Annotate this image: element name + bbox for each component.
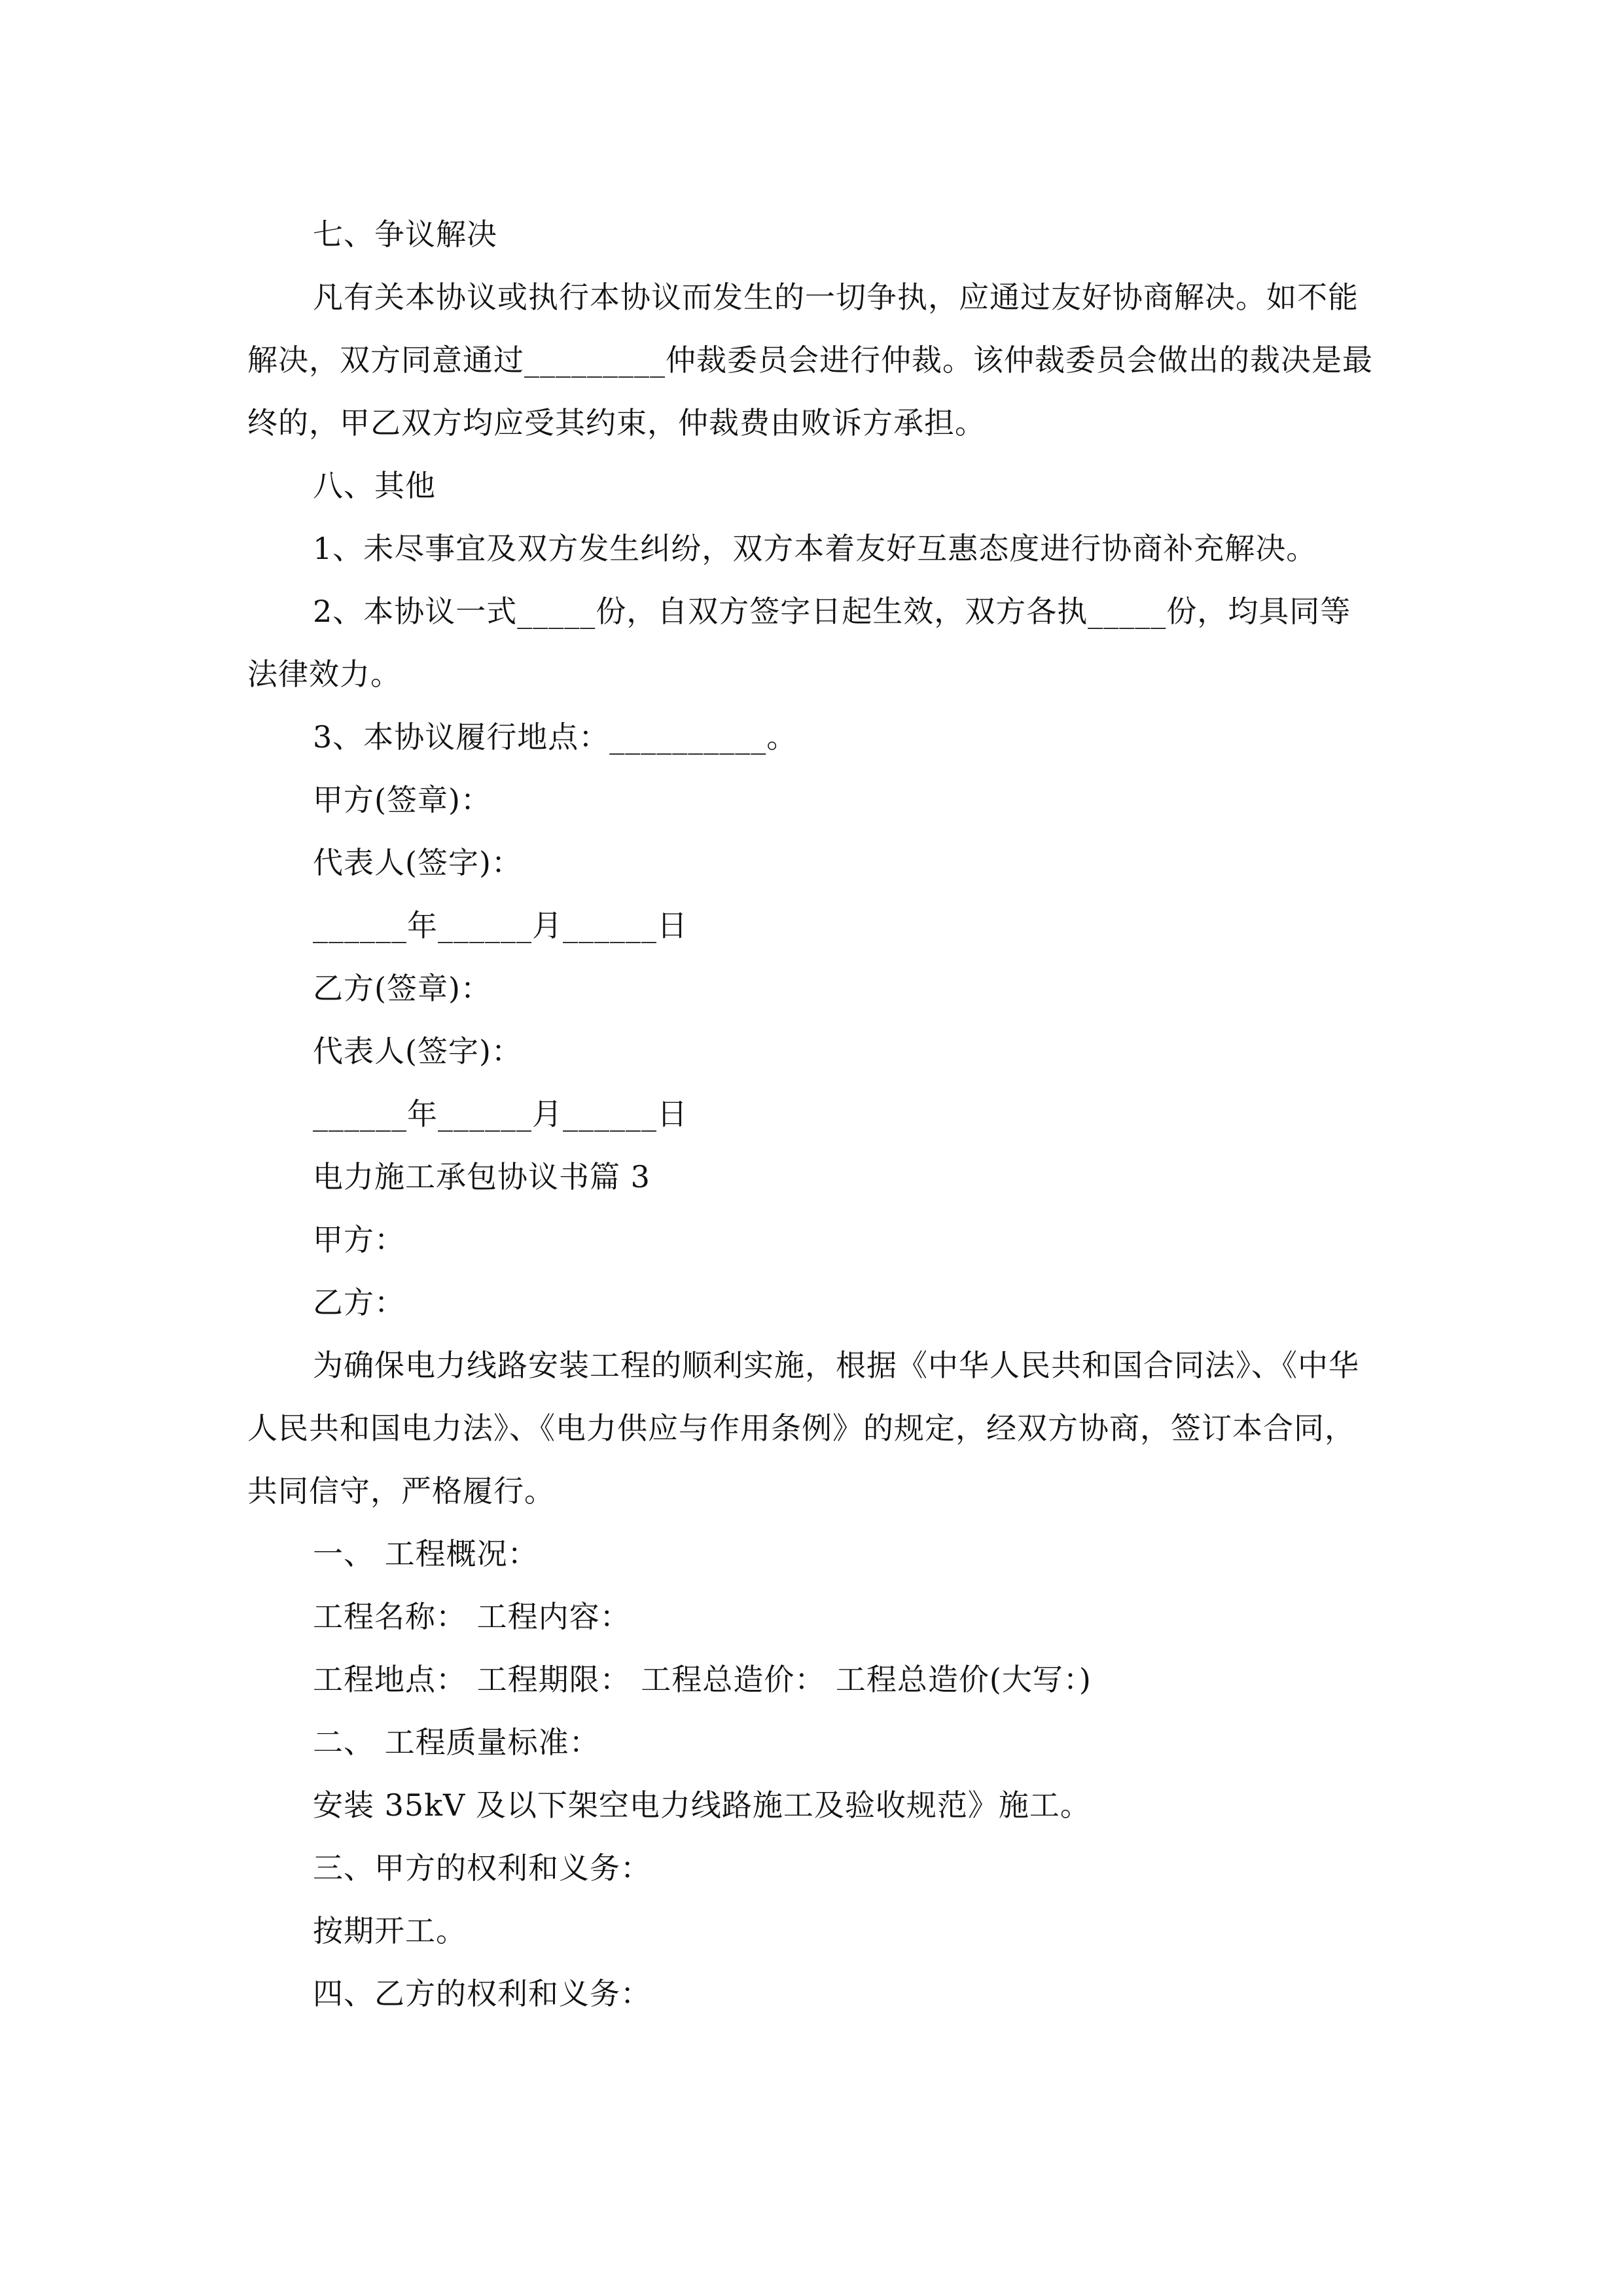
section-heading-party-a-rights: 三、甲方的权利和义务： — [313, 1850, 651, 1886]
paragraph-party-a-start: 按期开工。 — [313, 1913, 467, 1948]
party-a-label: 甲方： — [313, 1222, 405, 1257]
paragraph-quality-standard: 安装 35kV 及以下架空电力线路施工及验收规范》施工。 — [313, 1787, 1091, 1823]
section-heading-dispute: 七、争议解决 — [313, 217, 497, 252]
section-heading-other: 八、其他 — [313, 468, 436, 503]
project-name-content: 工程名称： 工程内容： — [313, 1599, 631, 1634]
document-part-title: 电力施工承包协议书篇 3 — [313, 1159, 651, 1194]
section-heading-party-b-rights: 四、乙方的权利和义务： — [313, 1976, 651, 2011]
section-heading-overview: 一、 工程概况： — [313, 1536, 539, 1571]
party-a-date: ______年______月______日 — [313, 908, 688, 943]
paragraph-preamble: 为确保电力线路安装工程的顺利实施，根据《中华人民共和国合同法》、《中华人民共和国电力法》、《电力供应与作用条例》的规定，经双方协商，签订本合同，共同信守，严格履行。 — [247, 1348, 1359, 1509]
paragraph-dispute-resolution: 凡有关本协议或执行本协议而发生的一切争执，应通过友好协商解决。如不能解决，双方同意通过_________仲裁委员会进行仲裁。该仲裁委员会做出的裁决是最终的，甲乙双方均应受其约束，仲裁费由败诉方承担。 — [247, 279, 1373, 440]
document-body — [247, 203, 1373, 2025]
party-b-seal: 乙方(签章)： — [313, 971, 491, 1006]
party-b-label: 乙方： — [313, 1285, 405, 1320]
party-a-representative: 代表人(签字)： — [313, 845, 522, 880]
paragraph-other-1: 1、未尽事宜及双方发生纠纷，双方本着友好互惠态度进行协商补充解决。 — [313, 531, 1317, 566]
party-b-representative: 代表人(签字)： — [313, 1033, 522, 1069]
party-b-date: ______年______月______日 — [313, 1096, 688, 1132]
section-heading-quality: 二、 工程质量标准： — [313, 1725, 600, 1760]
party-a-seal: 甲方(签章)： — [313, 782, 491, 817]
project-location-cost: 工程地点： 工程期限： 工程总造价： 工程总造价(大写：) — [313, 1662, 1092, 1697]
paragraph-other-2: 2、本协议一式_____份，自双方签字日起生效，双方各执_____份，均具同等法律效力。 — [247, 594, 1351, 692]
paragraph-other-3: 3、本协议履行地点：__________。 — [313, 719, 798, 755]
